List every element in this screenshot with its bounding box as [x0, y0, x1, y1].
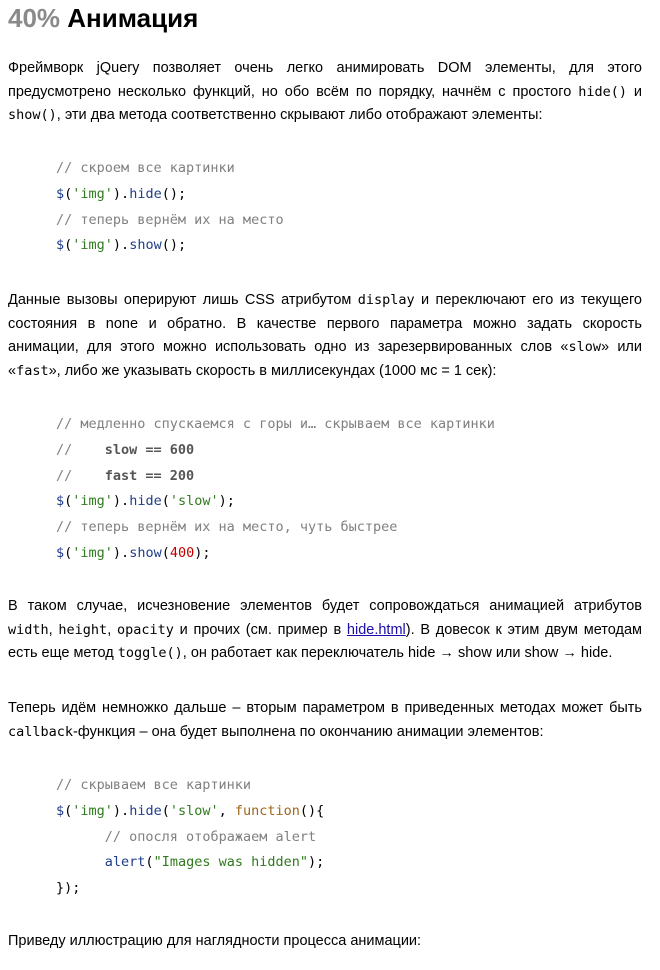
text: -функция – она будет выполнена по окончанию анимации элементов: [73, 723, 544, 740]
code-method: show [129, 544, 162, 561]
code-block-1: // скроем все картинки $('img').hide(); // теперь вернём их на место $('img').show(); [56, 160, 284, 254]
code-comment: // опосля отображаем alert [104, 828, 317, 845]
code-block-3: // скрываем все картинки $('img').hide('slow', function(){ // опосля отображаем alert alert("Images was hidden"); }); [56, 777, 325, 897]
text: и прочих (см. пример в [173, 621, 347, 638]
code-width: width [8, 621, 49, 638]
code-string: 'slow' [169, 493, 219, 510]
code-string: 'img' [72, 493, 113, 510]
code-speed-fast: fast == 200 [104, 467, 195, 484]
code-hide: hide() [578, 83, 627, 100]
code-callback: callback [8, 723, 74, 740]
code-opacity: opacity [116, 621, 174, 638]
text: hide [580, 645, 609, 661]
text: и [626, 83, 642, 100]
page-title [8, 0, 198, 36]
intro-paragraph [8, 57, 642, 128]
text: » или « [8, 339, 642, 379]
code-method: show [129, 237, 162, 254]
code-string: 'img' [72, 544, 113, 561]
code-comment: // медленно спускаемся с горы и… скрываем все картинки [56, 416, 495, 432]
animation-paragraph [8, 595, 642, 666]
code-display: display [357, 292, 415, 308]
code-comment: // скрываем все картинки [56, 777, 252, 793]
code-message: "Images was hidden" [153, 854, 308, 871]
code-alert: alert [104, 854, 146, 871]
progress-percent: 40% [8, 3, 61, 33]
code-method: hide [129, 802, 162, 819]
code-slow: slow [568, 339, 601, 355]
text: , [48, 621, 59, 638]
text: и переключают его из текущего состояния в none и обратно. В качестве первого параметра можно задать скорость анимации, для этого можно использовать одно из зарезервированных слов « [8, 292, 642, 355]
illustration-paragraph: Приведу иллюстрацию для наглядности процесса анимации: [8, 933, 422, 949]
text: Данные вызовы оперируют лишь CSS атрибутом [8, 292, 358, 308]
text: . [608, 645, 613, 661]
code-number: 400 [169, 544, 195, 561]
text: , эти два метода соответственно скрывают либо отображают элементы: [56, 107, 543, 123]
code-toggle: toggle() [117, 645, 183, 661]
text: В таком случае, исчезновение элементов будет сопровождаться анимацией атрибутов [8, 598, 642, 614]
text: hide [407, 645, 436, 661]
code-comment: // скроем все картинки [56, 160, 235, 176]
hide-html-link[interactable]: hide.html [346, 621, 406, 638]
display-paragraph [8, 289, 642, 383]
text: ). В довесок к этим двум методам есть еще метод [8, 621, 642, 661]
code-string: 'img' [72, 185, 113, 202]
code-speed-slow: slow == 600 [104, 441, 195, 458]
code-string: 'img' [72, 237, 113, 254]
callback-paragraph [8, 697, 642, 744]
code-keyword: function [234, 802, 300, 819]
code-method: hide [129, 493, 162, 510]
code-fast: fast [16, 362, 49, 379]
title-text: Анимация [67, 3, 199, 33]
text: , он работает как переключатель [182, 645, 408, 661]
code-block-2: // медленно спускаемся с горы и… скрываем все картинки // slow == 600 // fast == 200 $('img').hide('slow'); // теперь вернём их на место, чуть быстрее $('img').show(400); [56, 416, 495, 561]
code-comment: // теперь вернём их на место, чуть быстрее [56, 519, 398, 536]
text: → show или show → [435, 645, 581, 661]
text: , [107, 621, 117, 638]
text: Теперь идём немножко дальше – вторым параметром в приведенных методах может быть [8, 700, 642, 716]
text: Фреймворк jQuery позволяет очень легко анимировать DOM элементы, для этого предусмотрено несколько функций, но обо всём по порядку, начнём с простого [8, 60, 642, 100]
text: », либо же указывать скорость в миллисекундах (1000 мс = 1 сек): [48, 362, 497, 379]
code-method: hide [129, 185, 162, 202]
code-string: 'slow' [169, 802, 219, 819]
code-string: 'img' [72, 802, 113, 819]
code-comment: // теперь вернём их на место [56, 211, 284, 228]
code-show: show() [8, 107, 57, 123]
code-height: height [58, 621, 108, 638]
